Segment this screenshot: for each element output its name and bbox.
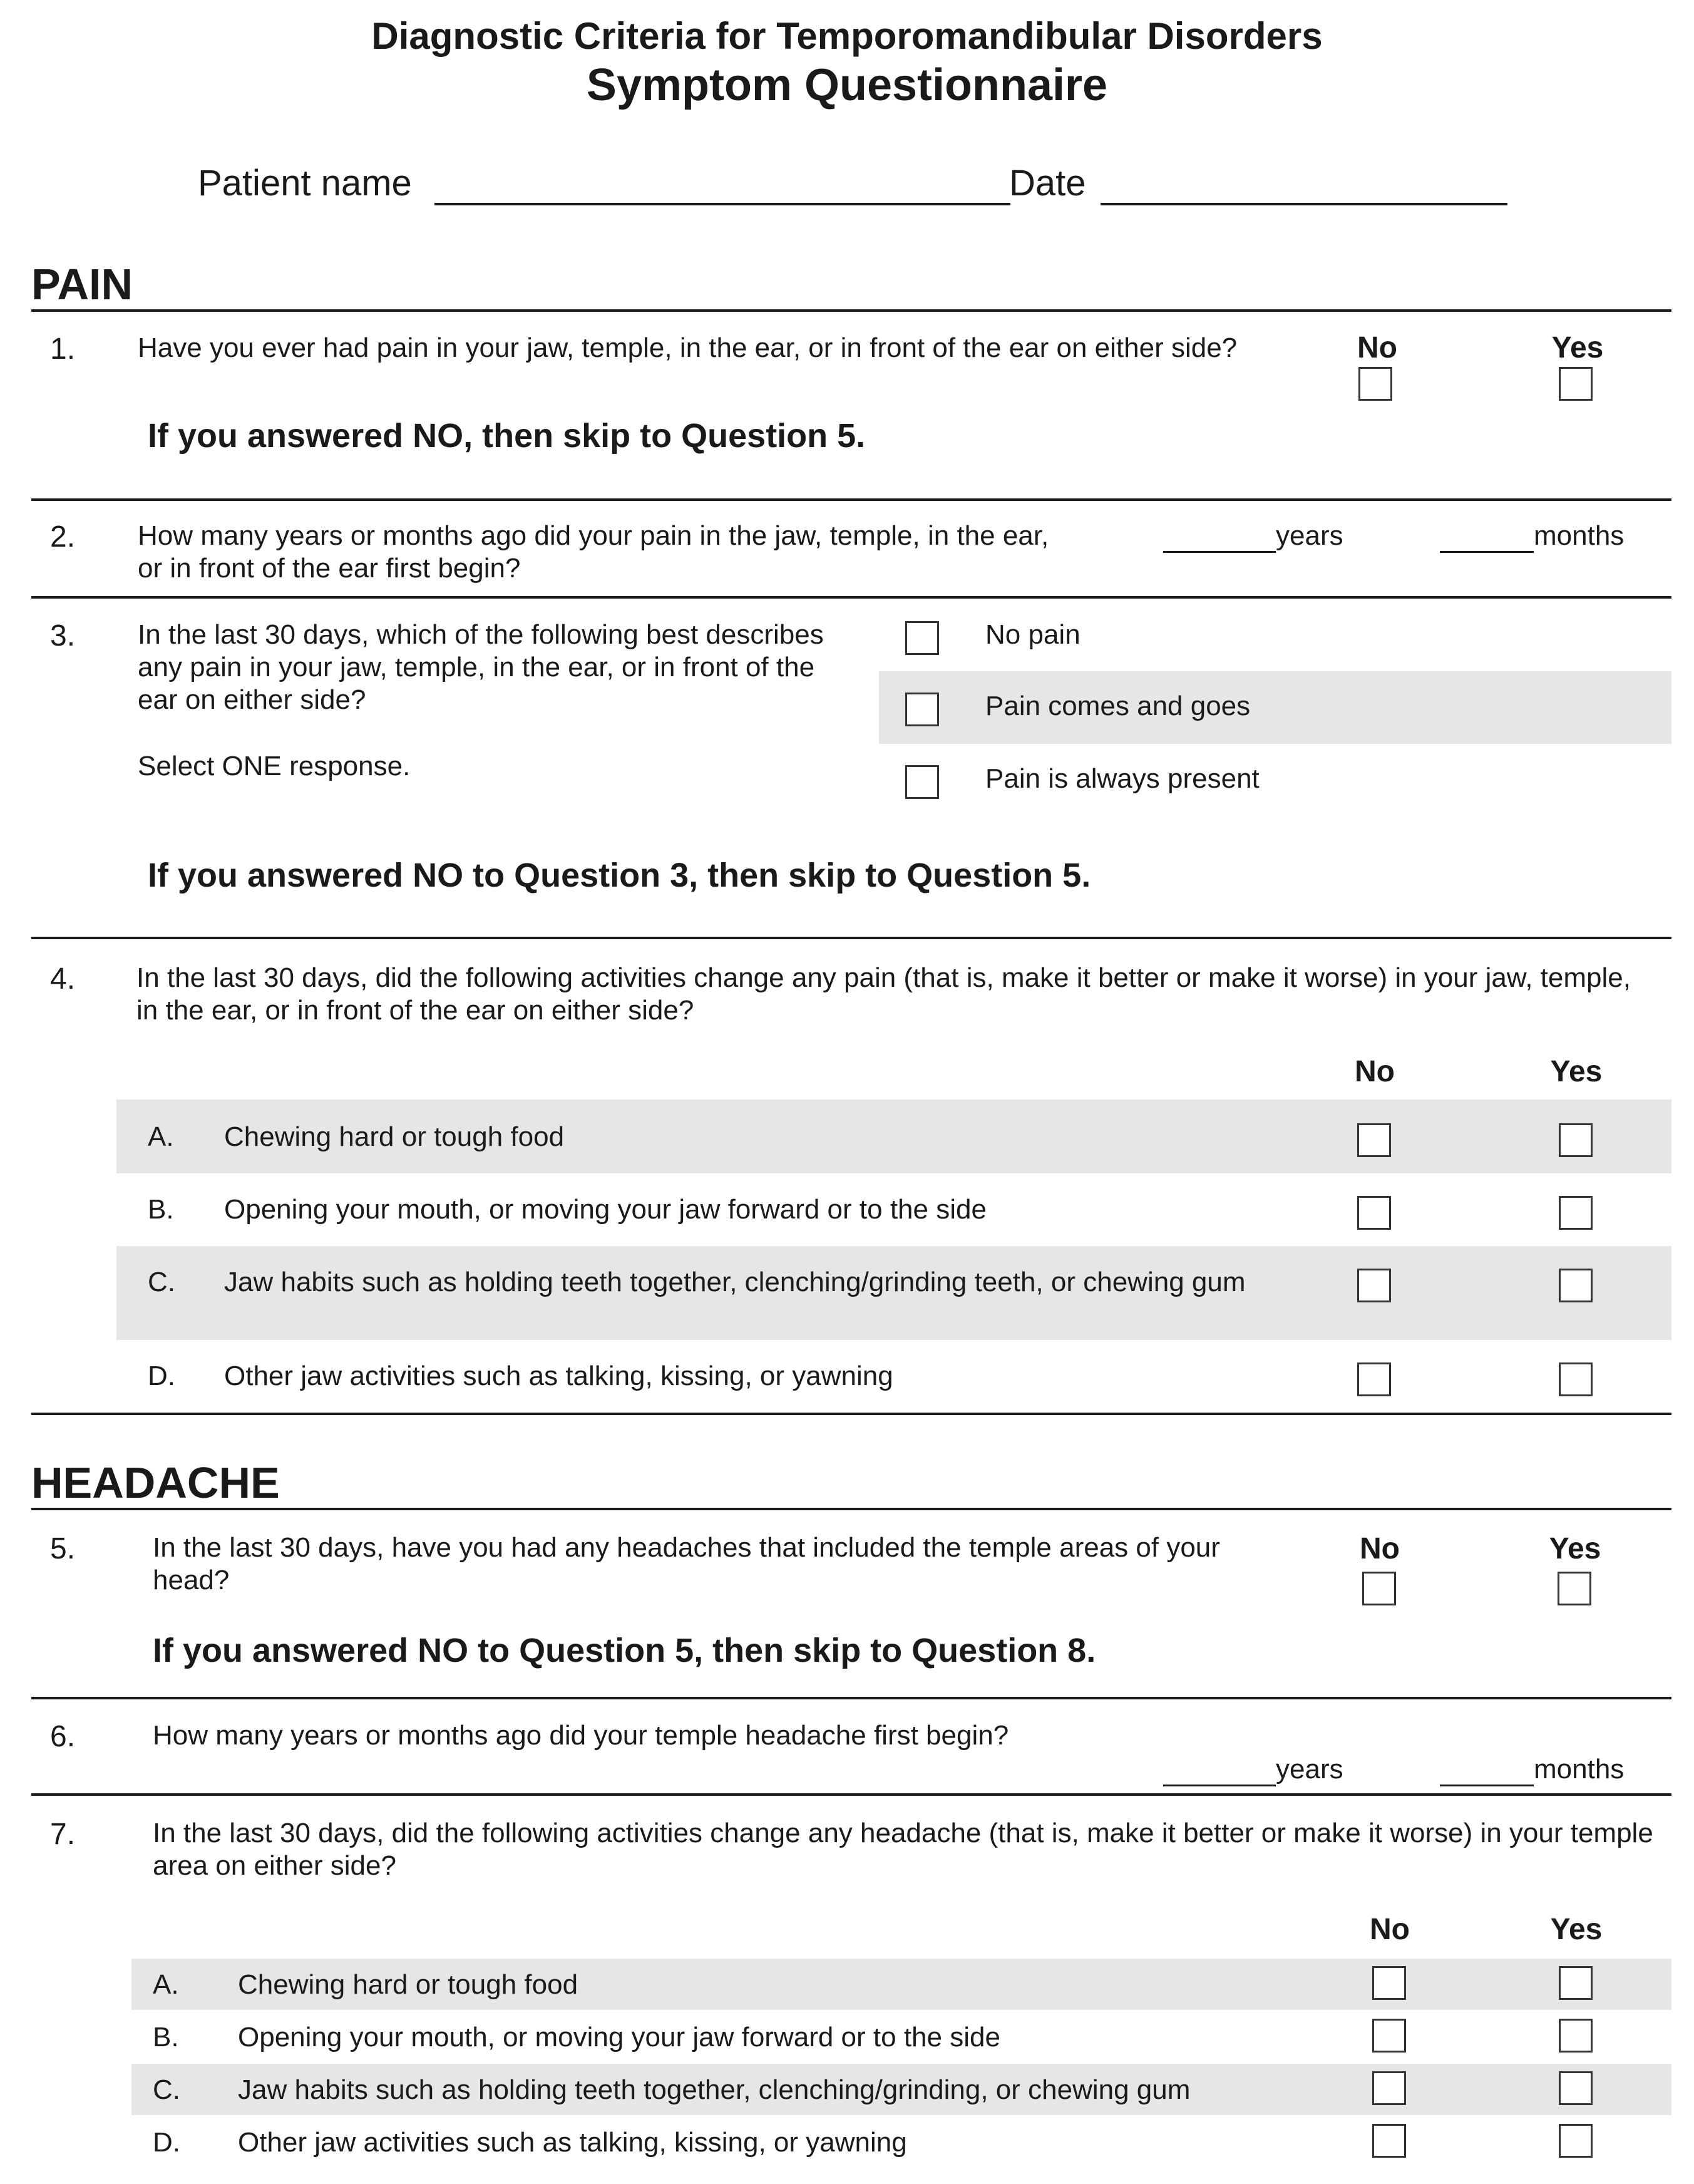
q2-months-label: months: [1534, 520, 1625, 551]
q2-number: 2.: [50, 520, 76, 554]
q4-text: In the last 30 days, did the following activities change any pain (that is, make it better or make it worse) in your jaw, temple, in the ear, or in front of the ear on either side?: [136, 962, 1631, 1026]
q7-no-header: No: [1370, 1913, 1410, 1946]
q3-option-no-pain-label: No pain: [985, 619, 1081, 650]
q7-item-c-yes-checkbox[interactable]: [1559, 2071, 1593, 2105]
patient-name-label: Patient name: [198, 163, 412, 203]
q4-item-a-yes-checkbox[interactable]: [1559, 1123, 1593, 1157]
q7-item-d-letter: D.: [153, 2127, 180, 2158]
q5-number: 5.: [50, 1532, 76, 1565]
q7-item-c-letter: C.: [153, 2074, 180, 2105]
q7-item-a-no-checkbox[interactable]: [1372, 1966, 1406, 2000]
q2-years-field[interactable]: [1163, 551, 1276, 553]
q1-no-header: No: [1357, 331, 1397, 364]
q7-item-d-text: Other jaw activities such as talking, kissing, or yawning: [238, 2127, 907, 2158]
form-title: Diagnostic Criteria for Temporomandibular Disorders: [371, 15, 1323, 57]
divider: [31, 1697, 1671, 1699]
divider: [31, 1793, 1671, 1796]
section-divider: [31, 309, 1671, 312]
q3-option-no-pain-checkbox[interactable]: [905, 621, 939, 655]
q4-no-header: No: [1355, 1055, 1395, 1088]
q7-text: In the last 30 days, did the following activities change any headache (that is, make it better or make it worse) in your temple area on either side?: [153, 1818, 1653, 1881]
q4-item-c-text: Jaw habits such as holding teeth together, clenching/grinding teeth, or chewing gum: [224, 1267, 1246, 1297]
q5-no-checkbox[interactable]: [1362, 1572, 1396, 1605]
q7-item-b-no-checkbox[interactable]: [1372, 2019, 1406, 2053]
q7-item-b-text: Opening your mouth, or moving your jaw forward or to the side: [238, 2022, 1000, 2053]
q3-option-always-label: Pain is always present: [985, 763, 1260, 794]
q4-item-b-letter: B.: [148, 1194, 174, 1225]
q3-option-comes-goes-checkbox[interactable]: [905, 693, 939, 726]
q3-instruction: Select ONE response.: [138, 751, 411, 781]
q1-yes-header: Yes: [1551, 331, 1604, 364]
q2-years-label: years: [1276, 520, 1343, 551]
q3-skip-instruction: If you answered NO to Question 3, then skip to Question 5.: [148, 857, 1091, 894]
q5-skip-instruction: If you answered NO to Question 5, then skip to Question 8.: [153, 1632, 1096, 1669]
q5-yes-header: Yes: [1549, 1532, 1601, 1565]
q6-years-field[interactable]: [1163, 1785, 1276, 1786]
q4-item-d-yes-checkbox[interactable]: [1559, 1362, 1593, 1396]
q7-item-a-text: Chewing hard or tough food: [238, 1969, 578, 2000]
section-headache-heading: HEADACHE: [31, 1458, 280, 1507]
q4-item-a-text: Chewing hard or tough food: [224, 1121, 565, 1152]
q6-months-field[interactable]: [1440, 1785, 1534, 1786]
q4-item-c-letter: C.: [148, 1267, 175, 1297]
q4-item-a-letter: A.: [148, 1121, 174, 1152]
q7-item-c-no-checkbox[interactable]: [1372, 2071, 1406, 2105]
q3-number: 3.: [50, 619, 76, 652]
section-divider: [31, 1508, 1671, 1510]
q4-number: 4.: [50, 962, 76, 996]
q2-text: How many years or months ago did your pain in the jaw, temple, in the ear, or in front of the ear first begin?: [138, 520, 1049, 584]
q3-option-comes-goes-label: Pain comes and goes: [985, 691, 1251, 721]
q7-item-d-yes-checkbox[interactable]: [1559, 2124, 1593, 2158]
q6-months-label: months: [1534, 1754, 1625, 1785]
q4-item-d-text: Other jaw activities such as talking, kissing, or yawning: [224, 1361, 893, 1391]
q1-yes-checkbox[interactable]: [1559, 367, 1593, 401]
q3-text: In the last 30 days, which of the following best describes any pain in your jaw, temple, in the ear, or in front of the ear on either side?: [138, 619, 824, 715]
q7-item-b-letter: B.: [153, 2022, 179, 2053]
q7-number: 7.: [50, 1818, 76, 1851]
q5-yes-checkbox[interactable]: [1558, 1572, 1591, 1605]
divider: [31, 596, 1671, 599]
q1-text: Have you ever had pain in your jaw, temple, in the ear, or in front of the ear on either side?: [138, 332, 1238, 363]
q4-item-d-letter: D.: [148, 1361, 175, 1391]
q6-text: How many years or months ago did your temple headache first begin?: [153, 1720, 1009, 1751]
q6-years-label: years: [1276, 1754, 1343, 1785]
section-pain-heading: PAIN: [31, 260, 133, 309]
q4-item-b-text: Opening your mouth, or moving your jaw forward or to the side: [224, 1194, 987, 1225]
q7-item-c-text: Jaw habits such as holding teeth together, clenching/grinding, or chewing gum: [238, 2074, 1191, 2105]
form-subtitle: Symptom Questionnaire: [586, 60, 1108, 110]
q5-text: In the last 30 days, have you had any headaches that included the temple areas of your head?: [153, 1532, 1220, 1595]
q4-item-d-no-checkbox[interactable]: [1357, 1362, 1391, 1396]
q4-item-c-no-checkbox[interactable]: [1357, 1269, 1391, 1302]
q4-item-b-no-checkbox[interactable]: [1357, 1196, 1391, 1230]
q6-number: 6.: [50, 1720, 76, 1753]
q7-item-a-yes-checkbox[interactable]: [1559, 1966, 1593, 2000]
q2-months-field[interactable]: [1440, 551, 1534, 553]
divider: [31, 1413, 1671, 1415]
q3-option-always-checkbox[interactable]: [905, 765, 939, 799]
q4-item-c-yes-checkbox[interactable]: [1559, 1269, 1593, 1302]
date-label: Date: [1009, 163, 1086, 203]
q1-number: 1.: [50, 332, 76, 366]
patient-name-field[interactable]: [434, 203, 1010, 205]
q7-item-d-no-checkbox[interactable]: [1372, 2124, 1406, 2158]
q1-no-checkbox[interactable]: [1358, 367, 1392, 401]
q4-yes-header: Yes: [1550, 1055, 1603, 1088]
divider: [31, 498, 1671, 501]
date-field[interactable]: [1101, 203, 1507, 205]
q7-item-b-yes-checkbox[interactable]: [1559, 2019, 1593, 2053]
divider: [31, 937, 1671, 939]
q7-yes-header: Yes: [1550, 1913, 1603, 1946]
q1-skip-instruction: If you answered NO, then skip to Question 5.: [148, 417, 866, 455]
q4-item-a-no-checkbox[interactable]: [1357, 1123, 1391, 1157]
q7-item-a-letter: A.: [153, 1969, 179, 2000]
q4-item-b-yes-checkbox[interactable]: [1559, 1196, 1593, 1230]
q5-no-header: No: [1360, 1532, 1400, 1565]
